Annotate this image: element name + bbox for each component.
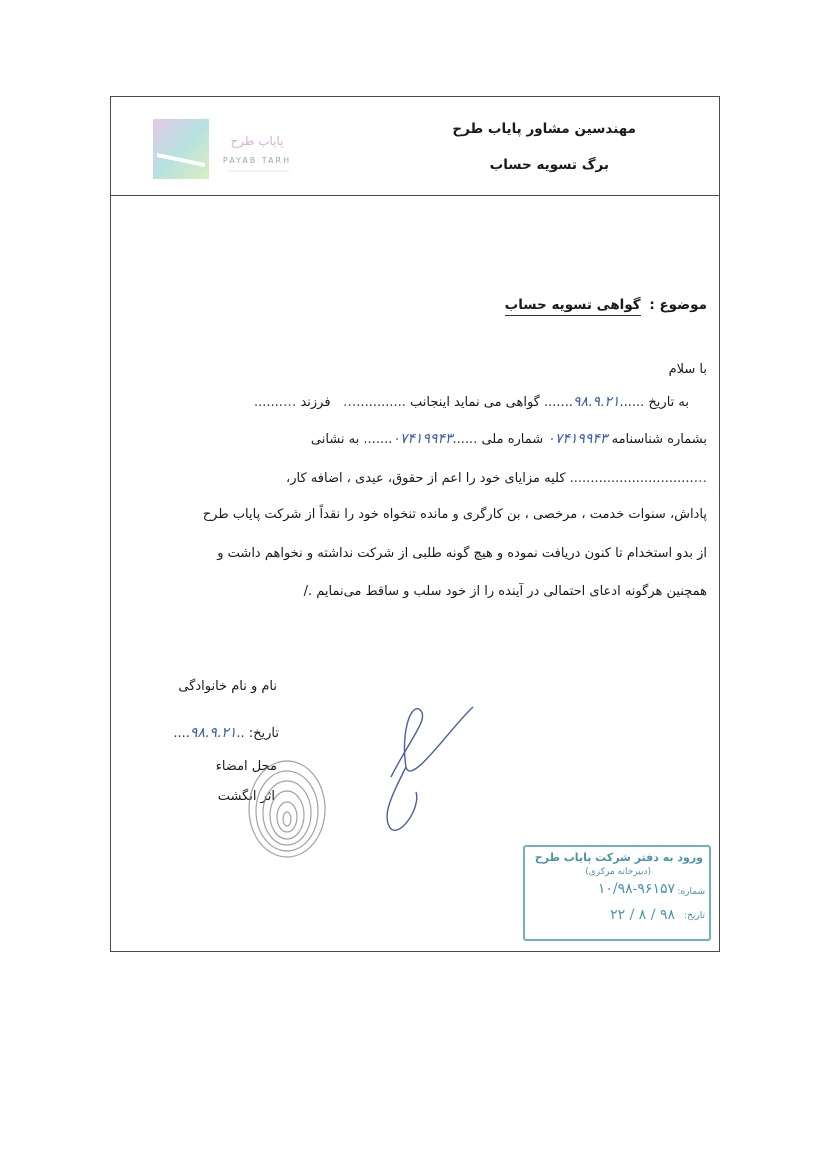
handwritten-signature-date: ۹۸.۹.۲۱	[189, 725, 237, 741]
svg-text:PAYAB TARH: PAYAB TARH	[222, 156, 292, 165]
text-segment: شماره ملی	[481, 432, 544, 447]
document-header	[111, 97, 719, 196]
handwritten-address: ...	[693, 470, 707, 486]
body-line-2: بشماره شناسنامه ۰۷۴۱۹۹۴۳ شماره ملی ......۰۷۴۱۹۹۴۳....... به نشانی	[310, 431, 707, 447]
document-frame	[110, 96, 720, 952]
subject-line	[505, 297, 707, 313]
name-label: نام و نام خانوادگی	[178, 679, 277, 694]
svg-text:پایاب طرح: پایاب طرح	[230, 134, 284, 148]
body-line-4: پاداش، سنوات خدمت ، مرخصی ، بن کارگری و مانده تنخواه خود را نقداً از شرکت پایاب طرح	[202, 507, 707, 522]
text-segment: بشماره شناسنامه	[611, 432, 707, 447]
handwritten-date: ۹۸.۹.۲۱	[572, 394, 620, 410]
form-title: برگ تسویه حساب	[489, 157, 609, 173]
subject-label: موضوع :	[649, 297, 707, 313]
signature-date: تاریخ: ..۹۸.۹.۲۱....	[173, 725, 279, 741]
handwritten-name: ...	[342, 394, 357, 410]
handwritten-id-number: ۰۷۴۱۹۹۴۳	[547, 431, 608, 447]
stamp-date-label: تاریخ:	[684, 911, 705, 921]
body-line-1: به تاریخ ......۹۸.۹.۲۱....... گواهی می نماید اینجانب ............... فرزند ..........	[254, 394, 689, 410]
stamp-number-label: شماره:	[677, 887, 705, 897]
text-segment: گواهی می نماید اینجانب	[410, 395, 540, 410]
text-segment: به نشانی	[310, 432, 360, 447]
body-line-6: همچنین هرگونه ادعای احتمالی در آینده را از خود سلب و ساقط می‌نمایم ./	[303, 584, 707, 599]
payab-tarh-logo-icon	[153, 119, 305, 179]
date-label: تاریخ:	[248, 726, 279, 741]
handwritten-national-code: ۰۷۴۱۹۹۴۳	[392, 431, 453, 447]
thumbprint-icon	[244, 757, 330, 861]
thumbprint-label: اثر انگشت	[217, 789, 275, 804]
text-segment: کلیه مزایای خود را اعم از حقوق، عیدی ، اضافه کار،	[286, 471, 566, 486]
body-line-3: ................................. کلیه مزایای خود را اعم از حقوق، عیدی ، اضافه کار،	[286, 470, 707, 486]
signature-place-label: محل امضاء	[215, 759, 277, 774]
stamp-subtitle: (دبیرخانه مرکزی)	[585, 867, 651, 877]
handwritten-father-name: ...	[282, 394, 297, 410]
text-segment: به تاریخ	[648, 395, 689, 410]
subject-value: گواهی تسویه حساب	[505, 297, 641, 316]
stamp-date: ۹۸ / ۸ / ۲۲	[610, 907, 675, 923]
company-name: مهندسین مشاور پایاب طرح	[452, 121, 636, 137]
text-segment: فرزند	[300, 395, 331, 410]
reception-stamp	[523, 845, 711, 941]
stamp-title: ورود به دفتر شرکت پایاب طرح	[534, 851, 703, 864]
stamp-number: ۱۰/۹۸-۹۶۱۵۷	[597, 881, 675, 897]
body-line-5: از بدو استخدام تا کنون دریافت نموده و هیچ گونه طلبی از شرکت نداشته و نخواهم داشت و	[217, 546, 707, 561]
greeting: با سلام	[668, 362, 707, 377]
